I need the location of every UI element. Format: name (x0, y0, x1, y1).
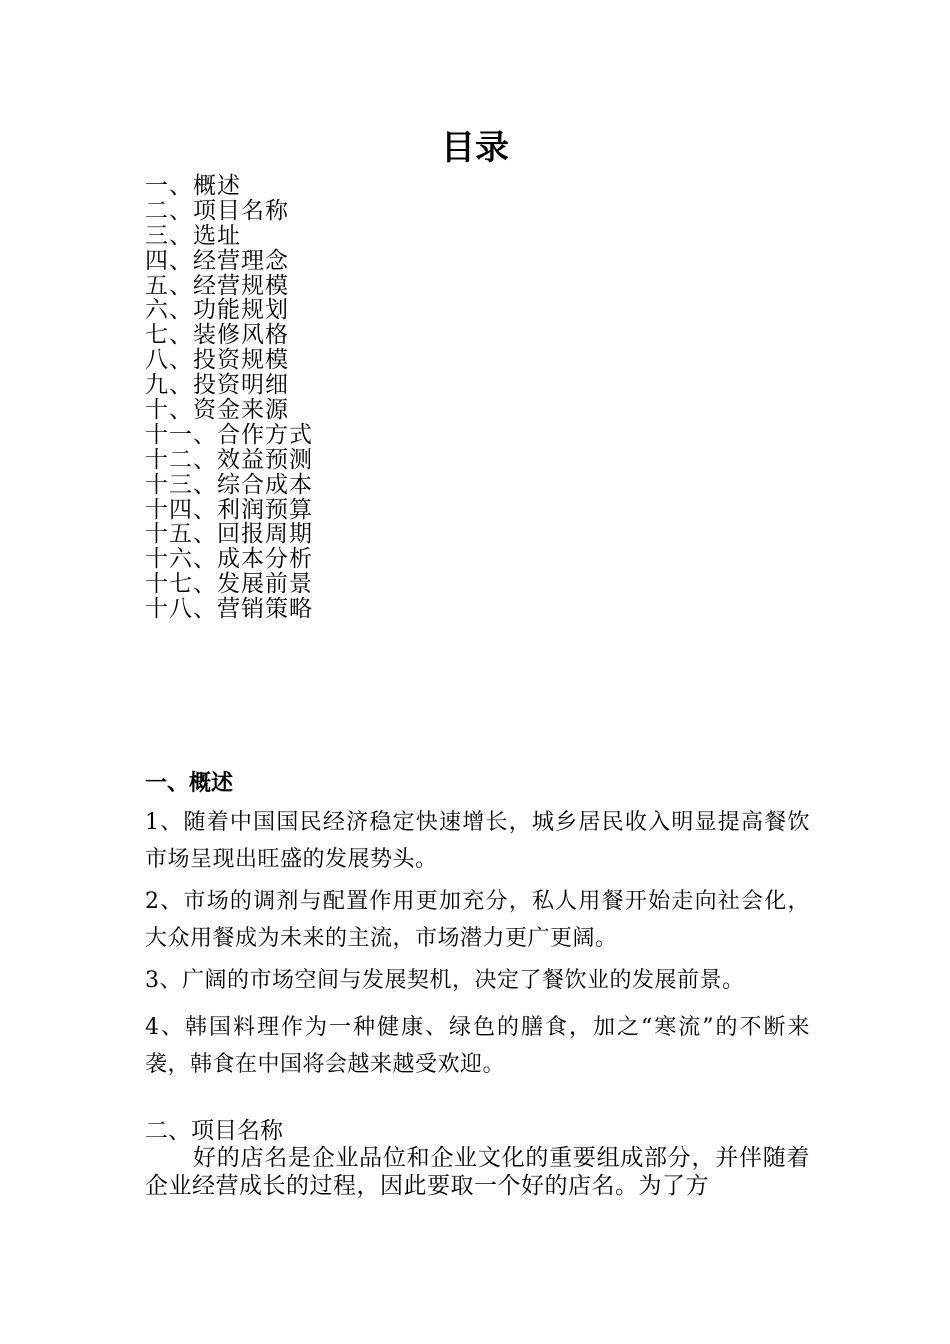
toc-item: 三、选址 (145, 222, 241, 249)
toc-item: 十八、营销策略 (145, 596, 313, 623)
toc-item: 八、投资规模 (145, 347, 289, 374)
toc-item: 一、概述 (145, 173, 241, 199)
overview-paragraph: 2、市场的调剂与配置作用更加充分，私人用餐开始走向社会化，大众用餐成为未来的主流，市场潜力更广更阔。 (145, 889, 810, 951)
toc-item: 二、项目名称 (145, 197, 289, 224)
project-name-section (145, 1118, 810, 1200)
toc-item: 五、经营规模 (145, 272, 289, 299)
project-name-paragraph: 好的店名是企业品位和企业文化的重要组成部分，并伴随着企业经营成长的过程，因此要取一个好的店名。为了方 (145, 1145, 810, 1199)
toc-item: 十七、发展前景 (145, 571, 313, 598)
toc-item: 十五、回报周期 (145, 521, 313, 548)
toc-item: 九、投资明细 (145, 372, 289, 399)
toc-title: 目录 (441, 128, 509, 168)
overview-section (145, 768, 810, 1083)
project-name-heading: 二、项目名称 (145, 1118, 283, 1144)
overview-heading: 一、概述 (145, 771, 234, 796)
toc-item: 十三、综合成本 (145, 471, 313, 498)
overview-paragraph: 1、随着中国国民经济稳定快速增长，城乡居民收入明显提高餐饮市场呈现出旺盛的发展势头。 (145, 810, 810, 872)
toc-list (145, 174, 313, 622)
toc-item: 十二、效益预测 (145, 446, 313, 473)
overview-paragraph: 4、韩国料理作为一种健康、绿色的膳食，加之“寒流”的不断来袭，韩食在中国将会越来越受欢迎。 (145, 1015, 810, 1077)
toc-item: 十、资金来源 (145, 397, 289, 424)
toc-item: 六、功能规划 (145, 297, 289, 324)
toc-item: 十一、合作方式 (145, 421, 313, 448)
toc-item: 十四、利润预算 (145, 496, 313, 523)
toc-item: 十六、成本分析 (145, 546, 313, 573)
toc-item: 四、经营理念 (145, 247, 289, 274)
overview-paragraph: 3、广阔的市场空间与发展契机，决定了餐饮业的发展前景。 (145, 968, 745, 993)
toc-item: 七、装修风格 (145, 322, 289, 349)
